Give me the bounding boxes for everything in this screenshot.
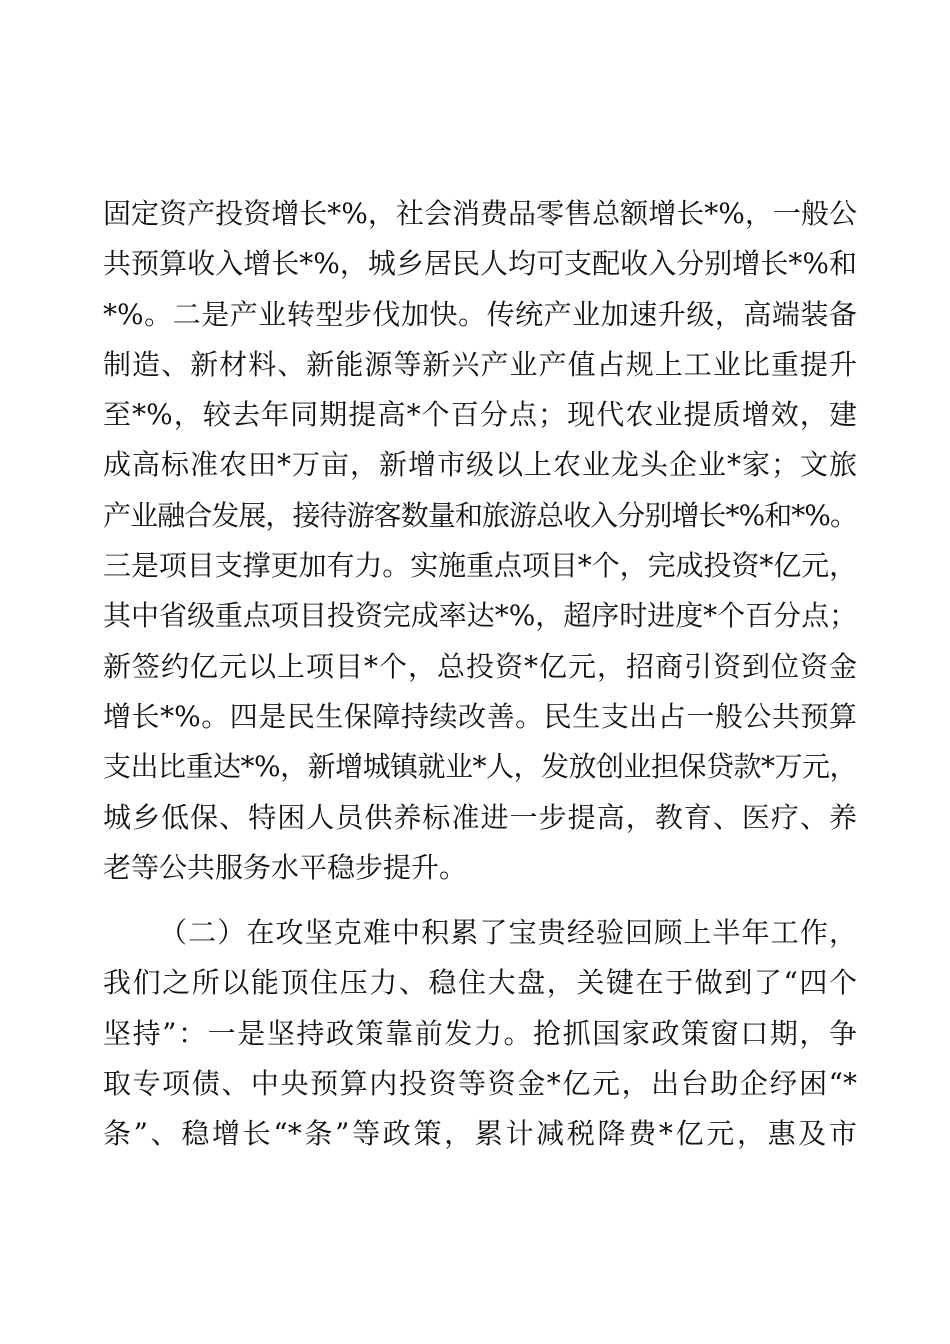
text-line: 老等公共服务水平稳步提升。 [103, 850, 468, 884]
text-line: 共预算收入增长*%，城乡居民人均可支配收入分别增长*%和 [103, 247, 857, 281]
text-line: 条”、稳增长“*条”等政策，累计减税降费*亿元，惠及市 [103, 1117, 857, 1151]
text-line: 新签约亿元以上项目*个，总投资*亿元，招商引资到位资金 [103, 649, 857, 683]
section-heading-line: （二）在攻坚克难中积累了宝贵经验回顾上半年工作， [159, 916, 857, 949]
text-line: 支出比重达*%，新增城镇就业*人，发放创业担保贷款*万元， [103, 750, 857, 784]
text-line: 城乡低保、特困人员供养标准进一步提高，教育、医疗、养 [103, 800, 857, 834]
text-line: *%。二是产业转型步伐加快。传统产业加速升级，高端装备 [103, 297, 857, 331]
paragraph-economic-results [103, 189, 857, 893]
text-line: 至*%，较去年同期提高*个百分点；现代农业提质增效，建 [103, 398, 857, 432]
text-line: 产业融合发展，接待游客数量和旅游总收入分别增长*%和*%。 [103, 498, 857, 532]
text-line: 三是项目支撑更加有力。实施重点项目*个，完成投资*亿元， [103, 549, 858, 583]
paragraph-experience-section [103, 908, 857, 1159]
text-line: 我们之所以能顶住压力、稳住大盘，关键在于做到了“四个 [103, 966, 857, 1000]
text-line: 成高标准农田*万亩，新增市级以上农业龙头企业*家；文旅 [103, 448, 857, 482]
text-line: 固定资产投资增长*%，社会消费品零售总额增长*%，一般公 [103, 197, 857, 230]
text-line: 其中省级重点项目投资完成率达*%，超序时进度*个百分点； [103, 599, 858, 633]
text-line: 制造、新材料、新能源等新兴产业产值占规上工业比重提升 [103, 347, 857, 381]
text-line: 取专项债、中央预算内投资等资金*亿元，出台助企纾困“* [103, 1066, 857, 1100]
text-line: 坚持”：一是坚持政策靠前发力。抢抓国家政策窗口期，争 [103, 1016, 857, 1050]
text-line: 增长*%。四是民生保障持续改善。民生支出占一般公共预算 [103, 699, 857, 733]
